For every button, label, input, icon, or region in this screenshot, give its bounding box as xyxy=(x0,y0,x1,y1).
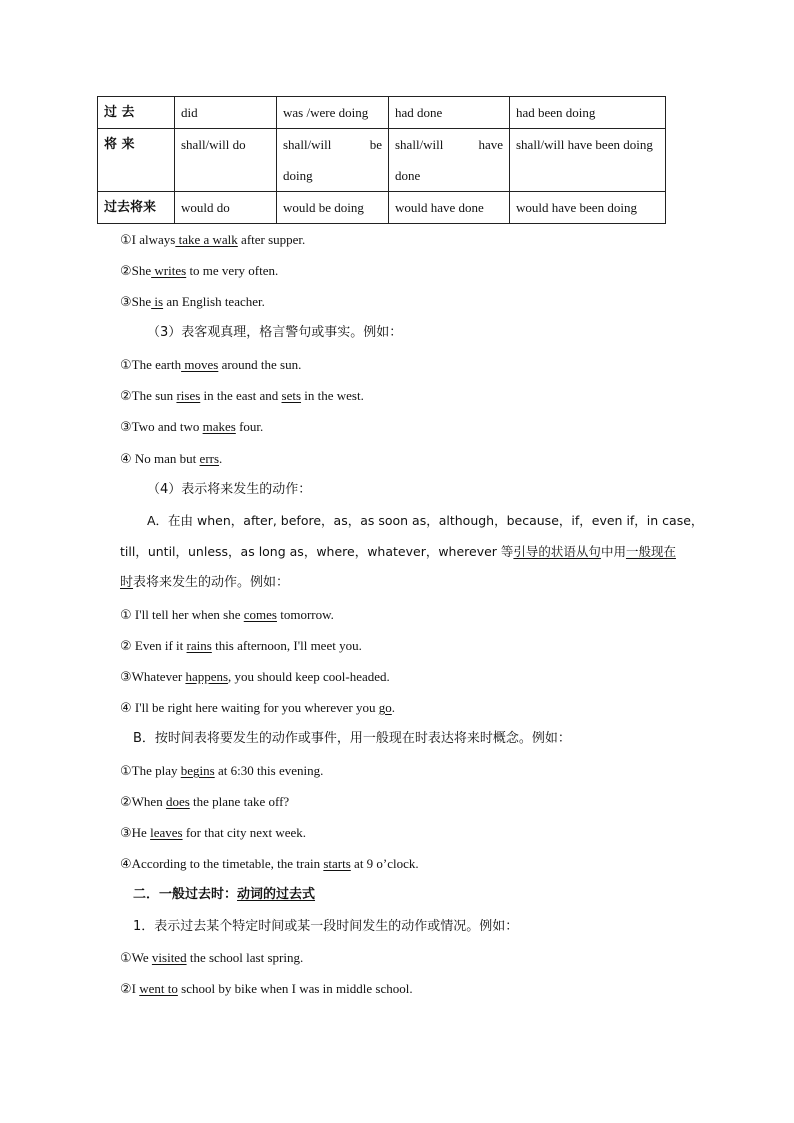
table-cell: was /were doing xyxy=(277,97,389,129)
row-label-past: 过 去 xyxy=(98,97,175,129)
row-label-future: 将 来 xyxy=(98,129,175,192)
table-cell: did xyxy=(175,97,277,129)
example-line: ④According to the timetable, the train starts at 9 o’clock. xyxy=(120,856,419,872)
table-cell: shall/will have been doing xyxy=(510,129,666,192)
table-row xyxy=(98,192,666,224)
table-cell: would be doing xyxy=(277,192,389,224)
example-line: ③She is an English teacher. xyxy=(120,294,265,310)
table-cell: shall/will be doing xyxy=(277,129,389,192)
example-line: ②When does the plane take off? xyxy=(120,794,290,810)
table-cell: would have been doing xyxy=(510,192,666,224)
paragraph-line: till，until，unless，as long as，where，whatever，wherever 等引导的状语从句中用一般现在 xyxy=(120,544,676,559)
paragraph-line: A．在由 when，after, before，as，as soon as，although，because，if，even if，in case， xyxy=(147,513,704,528)
example-line: ②The sun rises in the east and sets in the west. xyxy=(120,388,364,404)
example-line: ③Whatever happens, you should keep cool-headed. xyxy=(120,669,390,685)
example-line: ② Even if it rains this afternoon, I'll meet you. xyxy=(120,638,362,654)
example-line: ②I went to school by bike when I was in middle school. xyxy=(120,981,413,997)
section-heading: （4）表示将来发生的动作： xyxy=(147,482,312,497)
tense-table xyxy=(97,96,666,224)
table-cell: shall/will have done xyxy=(389,129,510,192)
paragraph-line: 1．表示过去某个特定时间或某一段时间发生的动作或情况。例如： xyxy=(133,919,519,934)
table-row xyxy=(98,129,666,192)
example-line: ①We visited the school last spring. xyxy=(120,950,304,966)
table-cell: shall/will do xyxy=(175,129,277,192)
row-label-future-in-past: 过去将来 xyxy=(98,192,175,224)
table-cell: had done xyxy=(389,97,510,129)
paragraph-line: 时表将来发生的动作。例如： xyxy=(120,575,290,590)
example-line: ①The earth moves around the sun. xyxy=(120,357,302,373)
section-heading: B．按时间表将要发生的动作或事件，用一般现在时表达将来时概念。例如： xyxy=(133,731,571,746)
example-line: ①I always take a walk after supper. xyxy=(120,232,306,248)
table-cell: would have done xyxy=(389,192,510,224)
table-cell: would do xyxy=(175,192,277,224)
example-line: ③He leaves for that city next week. xyxy=(120,825,307,841)
table-cell: had been doing xyxy=(510,97,666,129)
section-title: 二．一般过去时：动词的过去式 xyxy=(133,887,316,902)
example-line: ④ No man but errs. xyxy=(120,451,223,467)
example-line: ① I'll tell her when she comes tomorrow. xyxy=(120,607,334,623)
example-line: ④ I'll be right here waiting for you wherever you go. xyxy=(120,700,396,716)
example-line: ③Two and two makes four. xyxy=(120,419,264,435)
example-line: ①The play begins at 6:30 this evening. xyxy=(120,763,324,779)
table-row xyxy=(98,97,666,129)
example-line: ②She writes to me very often. xyxy=(120,263,279,279)
section-heading: （3）表客观真理，格言警句或事实。例如： xyxy=(147,325,403,340)
